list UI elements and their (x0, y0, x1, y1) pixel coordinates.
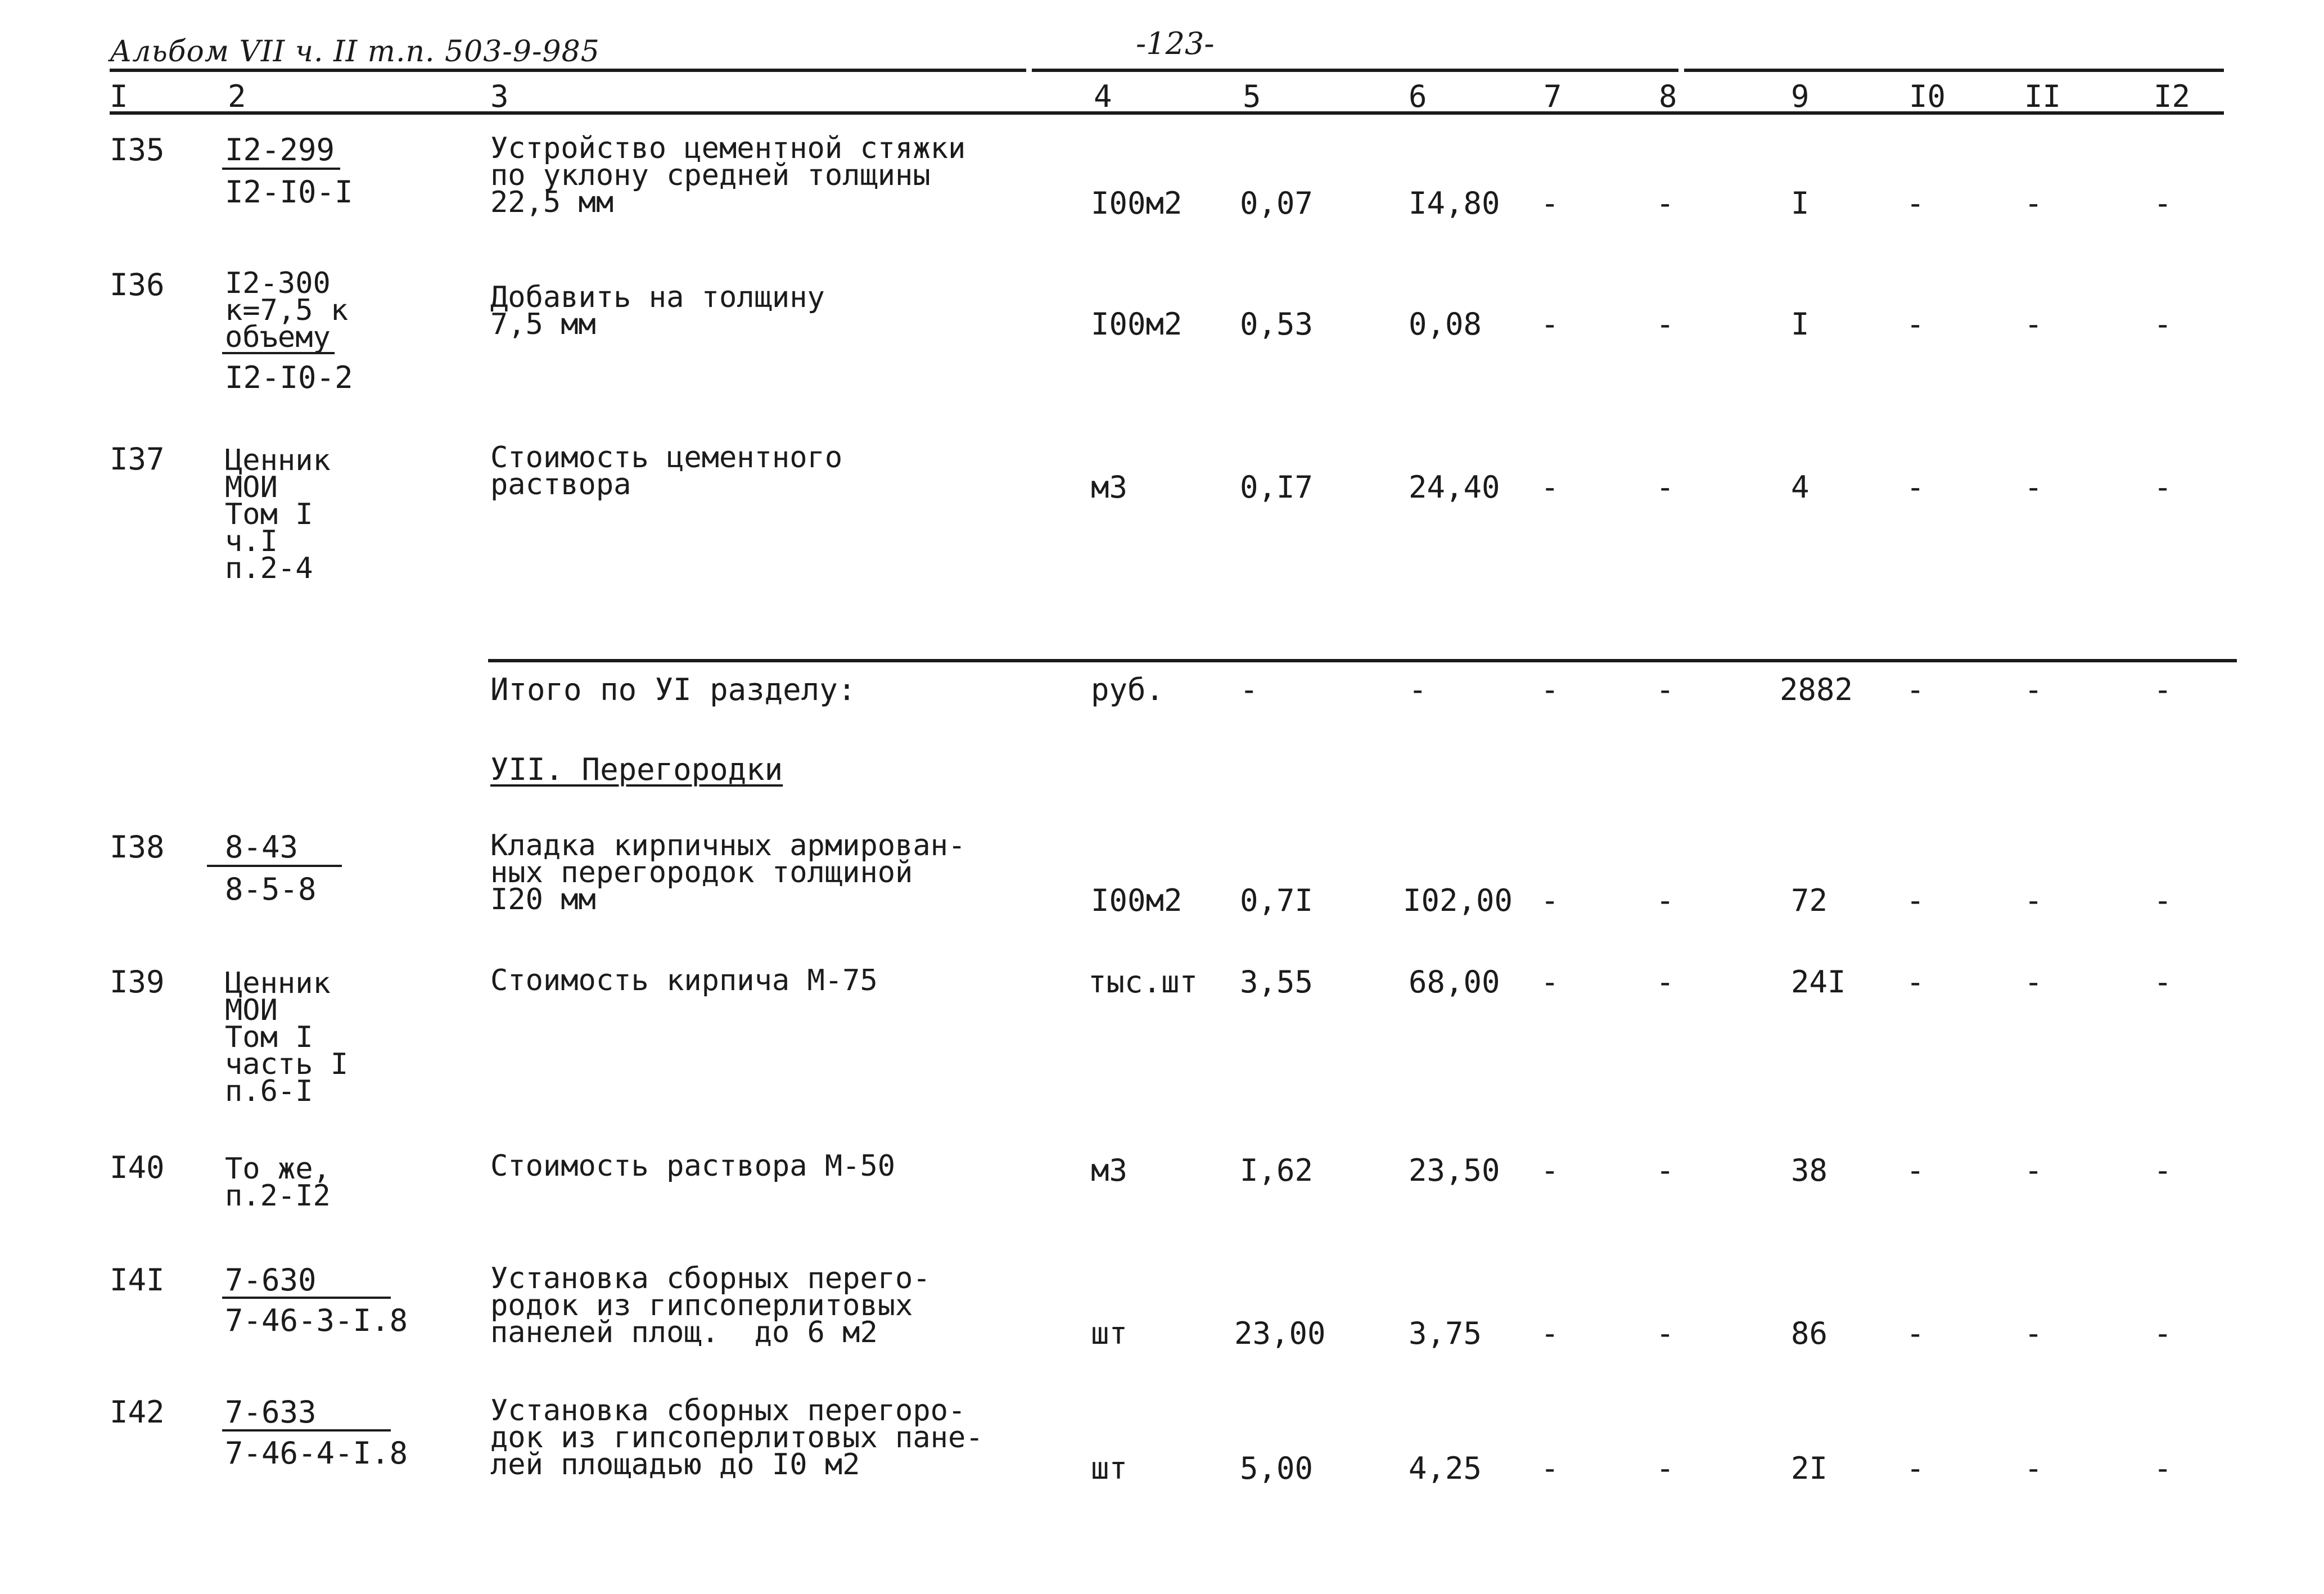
col10-value: - (1906, 469, 1925, 505)
total-col10: - (1906, 672, 1925, 707)
total-cost: I (1791, 306, 1809, 342)
col7-value: - (1541, 883, 1559, 918)
col7-value: - (1541, 964, 1559, 1000)
code-fraction-line (207, 865, 342, 867)
section-total-label: Итого по УI разделу: (490, 672, 856, 707)
header-rule-left (110, 69, 1026, 72)
section-total-cost: 2882 (1780, 672, 1853, 707)
row-number: I38 (110, 829, 165, 865)
col12-value: - (2154, 883, 2172, 918)
col7-value: - (1541, 186, 1559, 221)
unit: I00м2 (1091, 883, 1183, 918)
col8-value: - (1656, 186, 1675, 221)
quantity: 3,55 (1240, 964, 1314, 1000)
col-header-1: I (110, 79, 128, 114)
work-description: Добавить на толщину 7,5 мм (490, 281, 825, 341)
unit-price: 24,40 (1409, 469, 1500, 505)
col11-value: - (2024, 1153, 2043, 1188)
col11-value: - (2024, 1451, 2043, 1486)
row-number: I39 (110, 964, 165, 1000)
unit-price: I02,00 (1403, 883, 1513, 918)
code-fraction-line (222, 1297, 391, 1299)
col7-value: - (1541, 1153, 1559, 1188)
code-fraction-line (222, 1429, 391, 1432)
norm-code: I2-299 (225, 132, 335, 168)
col8-value: - (1656, 883, 1675, 918)
total-cost: I (1791, 186, 1809, 221)
work-description: Установка сборных перегоро- док из гипсоперлитовых пане- лей площадью до I0 м2 (490, 1394, 983, 1482)
unit-price: 23,50 (1409, 1153, 1500, 1188)
norm-code: 7-633 (225, 1394, 317, 1430)
col10-value: - (1906, 186, 1925, 221)
work-description: Стоимость раствора М-50 (490, 1149, 896, 1183)
total-col7: - (1541, 672, 1559, 707)
unit-price: 4,25 (1409, 1451, 1482, 1486)
col11-value: - (2024, 1316, 2043, 1351)
col10-value: - (1906, 883, 1925, 918)
unit: шт (1091, 1451, 1128, 1486)
row-number: I36 (110, 267, 165, 302)
col-header-5: 5 (1243, 79, 1261, 114)
total-cost: 38 (1791, 1153, 1828, 1188)
unit: I00м2 (1091, 306, 1183, 342)
col12-value: - (2154, 964, 2172, 1000)
col11-value: - (2024, 186, 2043, 221)
norm-code-sub: I2-I0-2 (225, 360, 353, 395)
norm-code-sub: 8-5-8 (225, 871, 317, 907)
col-header-8: 8 (1659, 79, 1677, 114)
norm-code: 7-630 (225, 1262, 317, 1298)
col-header-9: 9 (1791, 79, 1809, 114)
col12-value: - (2154, 469, 2172, 505)
code-fraction-line (222, 352, 335, 354)
col-header-3: 3 (490, 79, 509, 114)
album-reference: Альбом VII ч. II т.п. 503-9-985 (110, 35, 600, 69)
total-cost: 72 (1791, 883, 1828, 918)
norm-code-sub: 7-46-3-I.8 (225, 1303, 408, 1338)
unit-price: 3,75 (1409, 1316, 1482, 1351)
work-description: Устройство цементной стяжки по уклону средней толщины 22,5 мм (490, 132, 966, 219)
col-header-12: I2 (2154, 79, 2191, 114)
quantity: 0,53 (1240, 306, 1314, 342)
col8-value: - (1656, 1316, 1675, 1351)
col7-value: - (1541, 1451, 1559, 1486)
col12-value: - (2154, 1316, 2172, 1351)
col-header-10: I0 (1909, 79, 1946, 114)
col7-value: - (1541, 306, 1559, 342)
total-col5: - (1240, 672, 1258, 707)
quantity: 5,00 (1240, 1451, 1314, 1486)
col11-value: - (2024, 964, 2043, 1000)
unit: м3 (1091, 469, 1128, 505)
total-col11: - (2024, 672, 2043, 707)
col8-value: - (1656, 469, 1675, 505)
section-title: УII. Перегородки (490, 752, 783, 787)
total-col6: - (1409, 672, 1427, 707)
unit: м3 (1091, 1153, 1128, 1188)
col10-value: - (1906, 306, 1925, 342)
unit-price: 68,00 (1409, 964, 1500, 1000)
col-header-2: 2 (228, 79, 246, 114)
total-cost: 2I (1791, 1451, 1828, 1486)
col-header-4: 4 (1094, 79, 1112, 114)
total-cost: 86 (1791, 1316, 1828, 1351)
col10-value: - (1906, 1451, 1925, 1486)
col-header-11: II (2024, 79, 2061, 114)
col8-value: - (1656, 1451, 1675, 1486)
col8-value: - (1656, 306, 1675, 342)
col10-value: - (1906, 1153, 1925, 1188)
unit: шт (1091, 1316, 1128, 1351)
row-number: I42 (110, 1394, 165, 1430)
col11-value: - (2024, 469, 2043, 505)
total-cost: 24I (1791, 964, 1846, 1000)
price-source: Ценник МОИ Том I ч.I п.2-4 (225, 444, 331, 585)
row-number: I4I (110, 1262, 165, 1298)
total-cost: 4 (1791, 469, 1809, 505)
col11-value: - (2024, 883, 2043, 918)
quantity: 23,00 (1234, 1316, 1326, 1351)
col8-value: - (1656, 964, 1675, 1000)
row-number: I40 (110, 1150, 165, 1185)
col12-value: - (2154, 1153, 2172, 1188)
norm-code-sub: I2-I0-I (225, 174, 353, 210)
unit-price: 0,08 (1409, 306, 1482, 342)
col7-value: - (1541, 469, 1559, 505)
header-rule-right (1684, 69, 2224, 72)
work-description: Установка сборных перего- родок из гипсоперлитовых панелей площ. до 6 м2 (490, 1262, 931, 1349)
col7-value: - (1541, 1316, 1559, 1351)
norm-code: 8-43 (225, 829, 299, 865)
column-header-rule (110, 111, 2224, 115)
price-source: То же, п.2-I2 (225, 1152, 331, 1213)
col8-value: - (1656, 1153, 1675, 1188)
row-number: I37 (110, 441, 165, 477)
col12-value: - (2154, 306, 2172, 342)
total-col12: - (2154, 672, 2172, 707)
total-rule (488, 659, 2237, 662)
col11-value: - (2024, 306, 2043, 342)
col10-value: - (1906, 964, 1925, 1000)
page-number: -123- (1136, 26, 1215, 61)
col-header-6: 6 (1409, 79, 1427, 114)
price-source: Ценник МОИ Том I часть I п.6-I (225, 967, 349, 1108)
norm-code: I2-300 к=7,5 к объему (225, 267, 349, 354)
work-description: Кладка кирпичных армирован- ных перегородок толщиной I20 мм (490, 829, 966, 916)
header-rule-mid (1032, 69, 1678, 72)
col-header-7: 7 (1544, 79, 1562, 114)
quantity: 0,I7 (1240, 469, 1314, 505)
work-description: Стоимость кирпича М-75 (490, 964, 878, 997)
col12-value: - (2154, 1451, 2172, 1486)
col10-value: - (1906, 1316, 1925, 1351)
norm-code-sub: 7-46-4-I.8 (225, 1435, 408, 1471)
unit-price: I4,80 (1409, 186, 1500, 221)
unit: I00м2 (1091, 186, 1183, 221)
code-fraction-line (222, 168, 340, 170)
work-description: Стоимость цементного раствора (490, 441, 843, 502)
quantity: 0,7I (1240, 883, 1314, 918)
unit: тыс.шт (1088, 964, 1198, 1000)
total-col8: - (1656, 672, 1675, 707)
quantity: 0,07 (1240, 186, 1314, 221)
col12-value: - (2154, 186, 2172, 221)
quantity: I,62 (1240, 1153, 1314, 1188)
total-unit: руб. (1091, 672, 1165, 707)
row-number: I35 (110, 132, 165, 168)
